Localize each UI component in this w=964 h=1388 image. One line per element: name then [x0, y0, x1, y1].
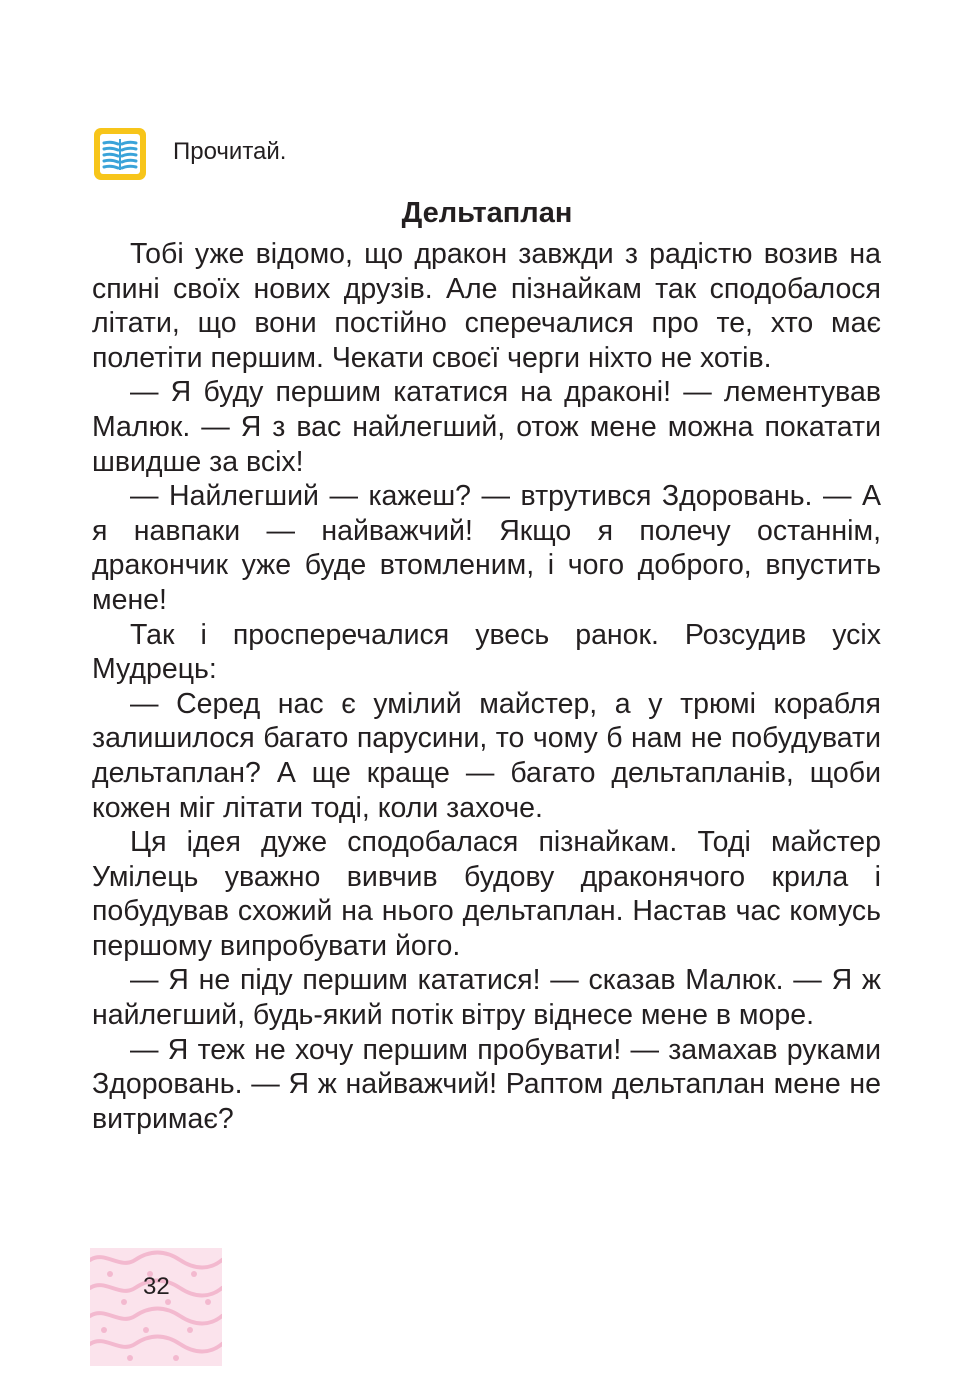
paragraph: Так і просперечалися увесь ранок. Розсудив усіх Мудрець:: [92, 618, 881, 686]
paragraph: — Я буду першим кататися на драконі! — лементував Малюк. — Я з вас найлегший, отож мене можна покатати швидше за всіх!: [92, 376, 881, 478]
paragraph: — Я теж не хочу першим пробувати! — замахав руками Здоровань. — Я ж найважчий! Раптом дельтаплан мене не витримає?: [92, 1033, 881, 1135]
instruction-text: Прочитай.: [173, 138, 287, 165]
page-number: 32: [143, 1273, 170, 1300]
paragraph: — Найлегший — кажеш? — втрутився Здоровань. — А я навпаки — найважчий! Якщо я полечу останнім, дракончик уже буде втомленим, і чого доброго, впустить мене!: [92, 480, 881, 616]
paragraph: Ця ідея дуже сподобалася пізнайкам. Тоді майстер Умілець уважно вивчив будову драконячого крила і побудував схожий на нього дельтаплан. Настав час комусь першому випробувати його.: [92, 826, 881, 962]
open-book-icon: [92, 126, 148, 182]
paragraph: — Серед нас є умілий майстер, а у трюмі корабля залишилося багато парусини, то чому б нам не побудувати дельтаплан? А ще краще — багато дельтапланів, щоби кожен міг літати тоді, коли захоче.: [92, 687, 881, 824]
pink-ornament: [90, 1248, 222, 1366]
story-text: [92, 237, 881, 1136]
story-title: Дельтаплан: [401, 197, 573, 229]
paragraph: Тобі уже відомо, що дракон завжди з радістю возив на спині своїх нових друзів. Але пізнайкам так сподобалося літати, що вони постійно сперечалися про те, хто має полетіти першим. Чекати своєї черги ніхто не хотів.: [92, 238, 881, 374]
paragraph: — Я не піду першим кататися! — сказав Малюк. — Я ж найлегший, будь-який потік вітру віднесе мене в море.: [92, 964, 881, 1032]
